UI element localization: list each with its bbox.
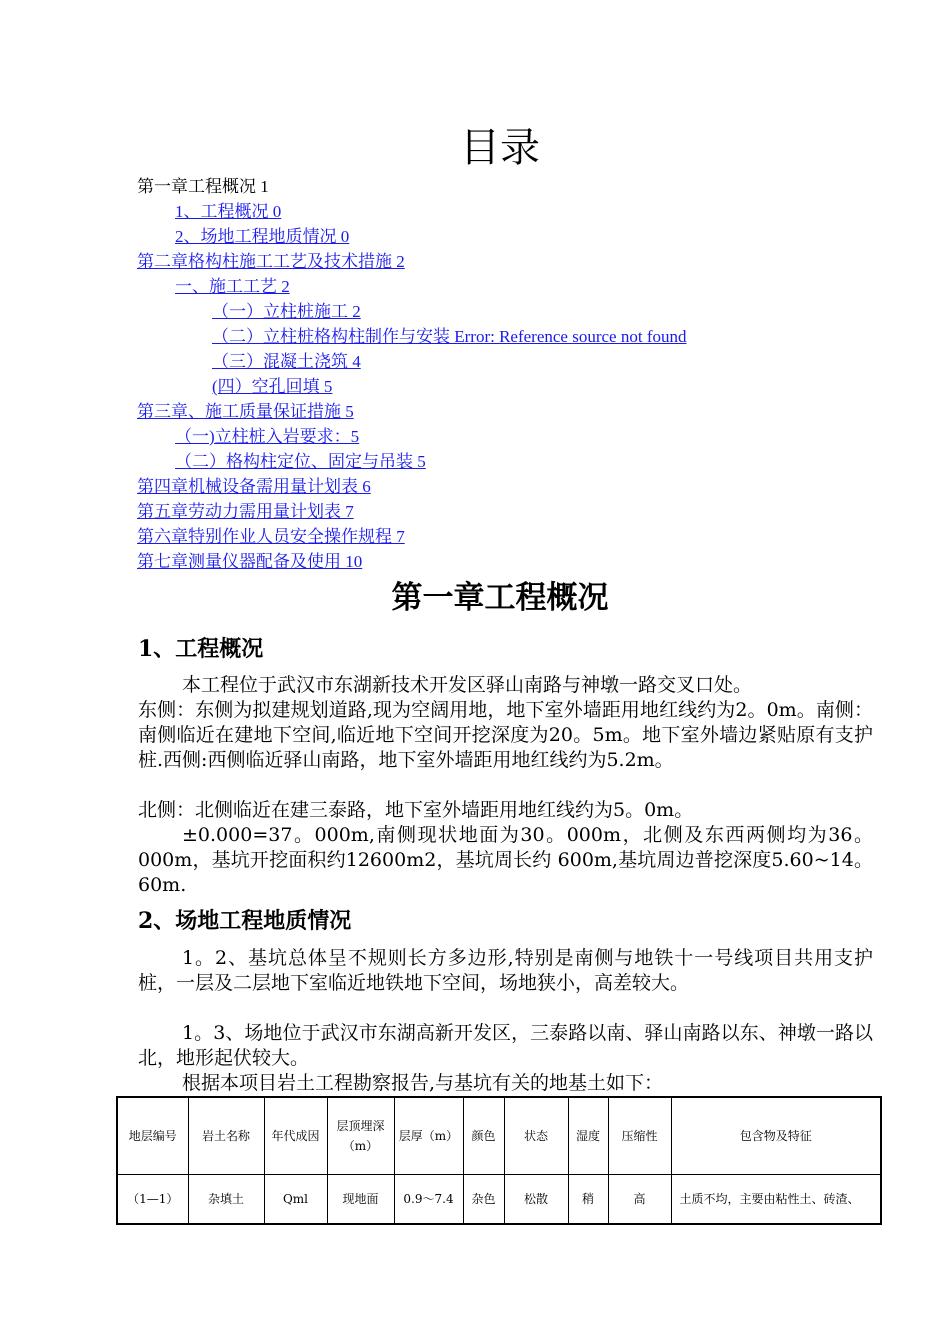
header-cell: 湿度: [568, 1097, 608, 1175]
paragraph: 北侧：北侧临近在建三泰路，地下室外墙距用地红线约为5。0m。: [138, 799, 694, 821]
paragraph: 本工程位于武汉市东湖新技术开发区驿山南路与神墩一路交叉口处。: [182, 674, 753, 696]
table-cell: 杂色: [463, 1175, 504, 1225]
table-cell: 稍: [568, 1175, 608, 1225]
table-cell: 杂填土: [188, 1175, 264, 1225]
table-cell: 现地面: [327, 1175, 394, 1225]
toc-entry-link[interactable]: 第四章机械设备需用量计划表 6: [137, 477, 371, 496]
toc-entry[interactable]: [212, 326, 686, 348]
header-cell: 包含物及特征: [671, 1097, 881, 1175]
toc-entry[interactable]: [137, 551, 362, 573]
toc-entry[interactable]: [175, 226, 349, 248]
section-heading: 1、工程概况: [138, 636, 264, 662]
toc-entry[interactable]: [212, 376, 332, 398]
paragraph: ±0.000=37。000m,南侧现状地面为30。000m，北侧及东西两侧均为36。000m，基坑开挖面积约12600m2，基坑周长约 600m,基坑周边普挖深度5.60~14。60m.: [138, 824, 873, 896]
toc-entry[interactable]: [175, 201, 281, 223]
header-cell: 状态: [504, 1097, 568, 1175]
soil-layer-table: [116, 1096, 882, 1225]
toc-entry-link[interactable]: 第六章特别作业人员安全操作规程 7: [137, 527, 405, 546]
toc-entry[interactable]: [137, 251, 405, 273]
toc-entry-link[interactable]: 一、施工工艺 2: [175, 277, 290, 296]
toc-entry-link[interactable]: 第三章、施工质量保证措施 5: [137, 402, 354, 421]
toc-entry-link[interactable]: （一）立柱桩施工 2: [212, 302, 361, 321]
header-cell: 颜色: [463, 1097, 504, 1175]
paragraph: 根据本项目岩土工程勘察报告,与基坑有关的地基土如下：: [182, 1072, 664, 1094]
toc-entry[interactable]: [212, 351, 361, 373]
table-cell: Qml: [264, 1175, 327, 1225]
toc-entry-link[interactable]: 第二章格构柱施工工艺及技术措施 2: [137, 252, 405, 271]
toc-entry-link[interactable]: 第一章工程概况 1: [137, 177, 269, 196]
toc-entry[interactable]: [212, 301, 361, 323]
header-cell: 压缩性: [608, 1097, 671, 1175]
table-cell: （1—1）: [117, 1175, 188, 1225]
paragraph: 1。3、场地位于武汉市东湖高新开发区，三泰路以南、驿山南路以东、神墩一路以北，地形起伏较大。: [138, 1022, 873, 1069]
chapter-title: 第一章工程概况: [391, 580, 609, 616]
header-cell: 地层编号: [117, 1097, 188, 1175]
toc-entry[interactable]: [137, 476, 371, 498]
toc-entry-link[interactable]: 第五章劳动力需用量计划表 7: [137, 502, 354, 521]
toc-entry[interactable]: [137, 176, 269, 198]
header-cell: 层厚（m）: [394, 1097, 463, 1175]
table-header-row: [117, 1097, 881, 1175]
table-row: [117, 1175, 881, 1225]
toc-entry-link[interactable]: （二）格构柱定位、固定与吊装 5: [175, 452, 426, 471]
paragraph: 1。2、基坑总体呈不规则长方多边形,特别是南侧与地铁十一号线项目共用支护桩，一层及二层地下室临近地铁地下空间，场地狭小，高差较大。: [138, 947, 873, 994]
table-cell: 高: [608, 1175, 671, 1225]
toc-title: 目录: [460, 125, 540, 171]
toc-entry[interactable]: [137, 526, 405, 548]
toc-entry-link[interactable]: （一)立柱桩入岩要求：5: [175, 427, 360, 446]
header-cell: 岩土名称: [188, 1097, 264, 1175]
header-cell: 层顶埋深（m）: [327, 1097, 394, 1175]
toc-entry[interactable]: [137, 501, 354, 523]
toc-entry[interactable]: [175, 426, 359, 448]
table-cell: 土质不均，主要由粘性土、砖渣、: [671, 1175, 881, 1225]
toc-entry-link[interactable]: （三）混凝土浇筑 4: [212, 352, 361, 371]
table-cell: 0.9～7.4: [394, 1175, 463, 1225]
toc-entry-link[interactable]: （二）立柱桩格构柱制作与安装 Error: Reference source not found: [212, 327, 687, 346]
table-cell: 松散: [504, 1175, 568, 1225]
toc-entry-link[interactable]: 第七章测量仪器配备及使用 10: [137, 552, 363, 571]
toc-entry[interactable]: [137, 401, 354, 423]
section-heading: 2、场地工程地质情况: [138, 908, 352, 934]
paragraph: 东侧：东侧为拟建规划道路,现为空阔用地，地下室外墙距用地红线约为2。0m。南侧：南侧临近在建地下空间,临近地下空间开挖深度为20。5m。地下室外墙边紧贴原有支护桩.西侧:西侧临近驿山南路，地下室外墙距用地红线约为5.2m。: [138, 699, 873, 771]
header-cell: 年代成因: [264, 1097, 327, 1175]
toc-entry-link[interactable]: 2、场地工程地质情况 0: [175, 227, 350, 246]
toc-entry-link[interactable]: 1、工程概况 0: [175, 202, 282, 221]
toc-entry-link[interactable]: (四）空孔回填 5: [212, 377, 333, 396]
toc-entry[interactable]: [175, 276, 290, 298]
toc-entry[interactable]: [175, 451, 426, 473]
